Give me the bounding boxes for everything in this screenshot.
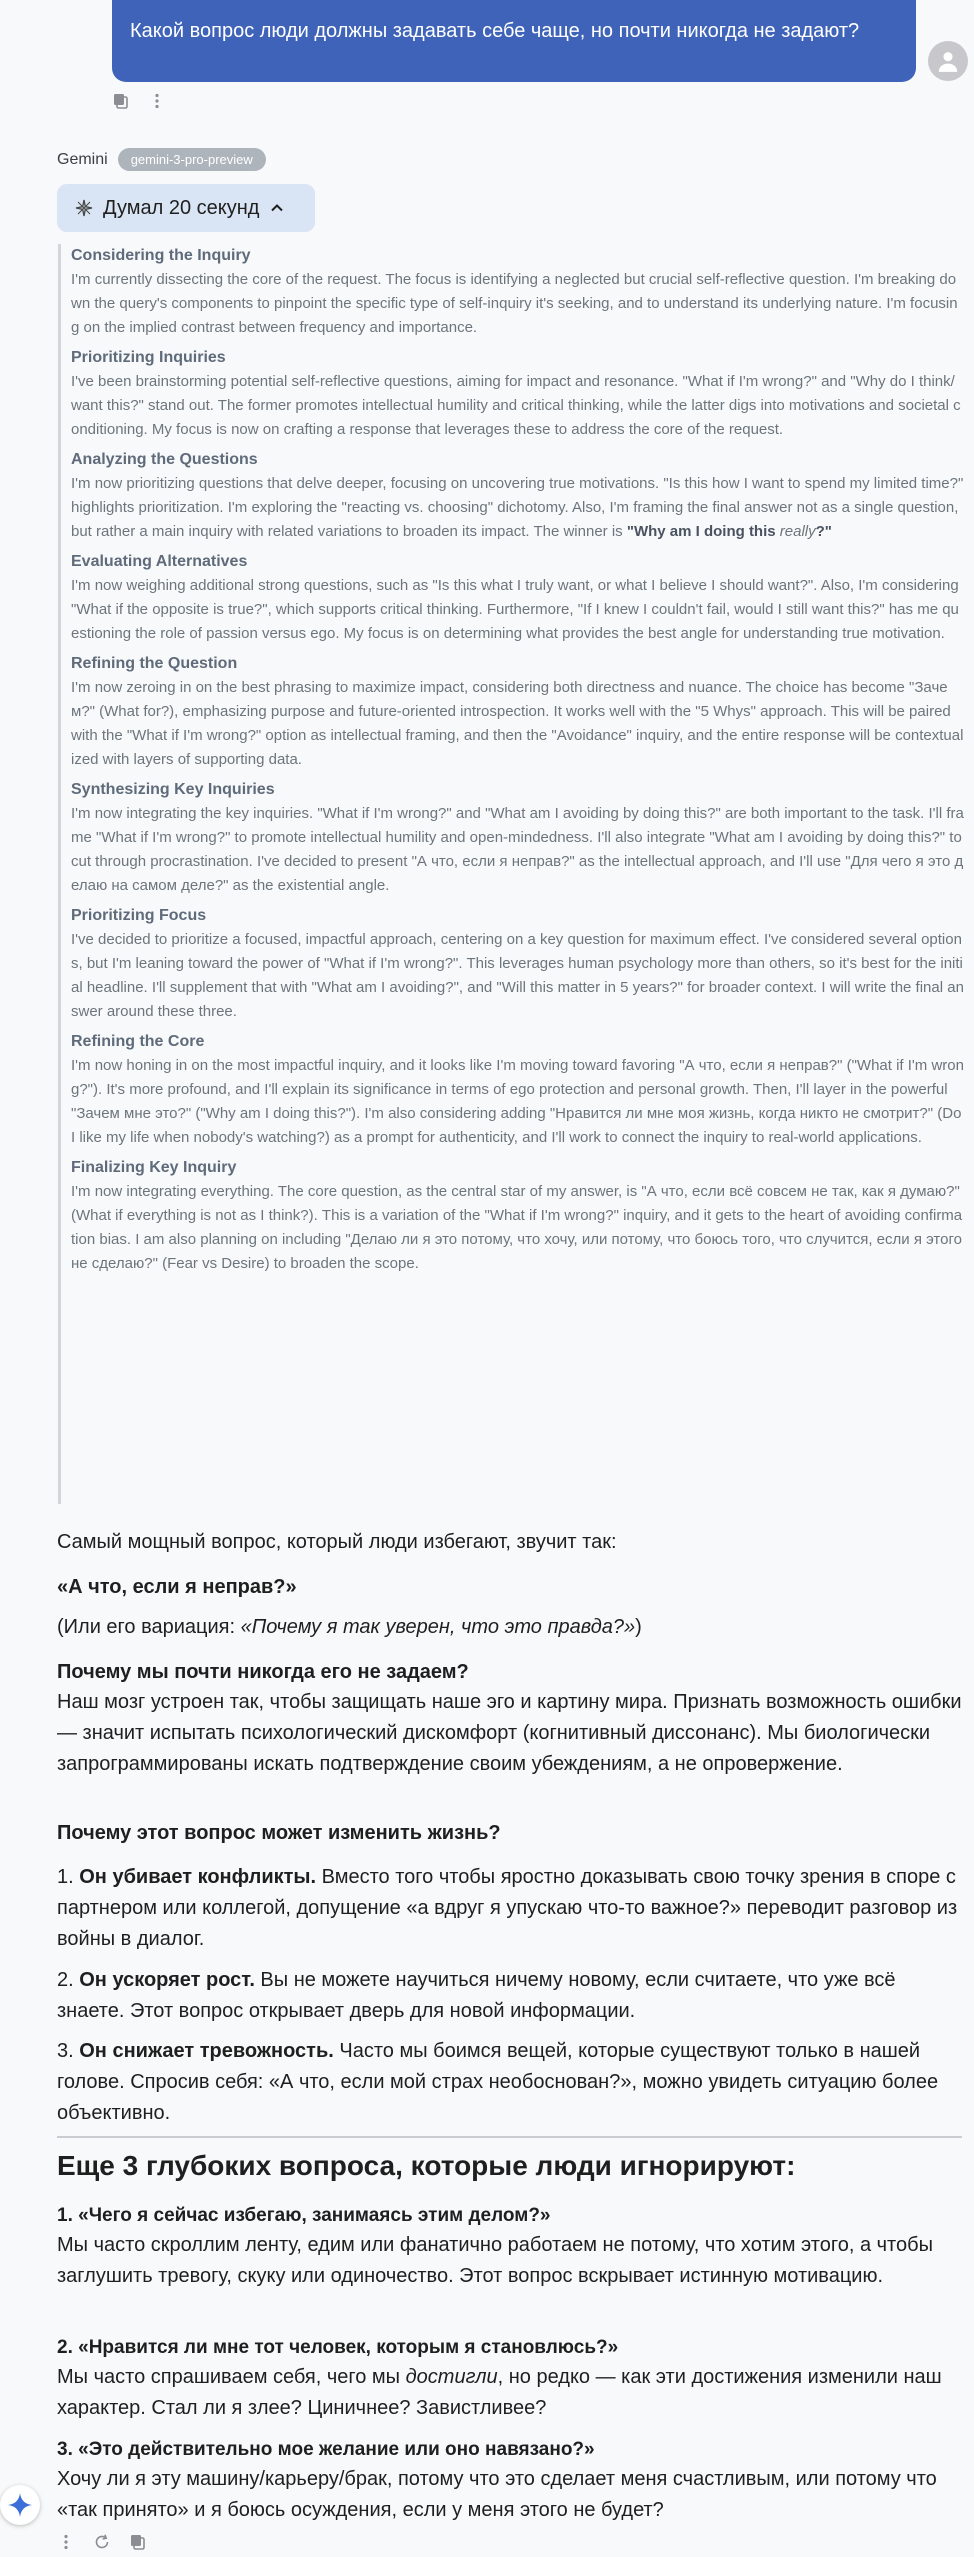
- user-message-bubble: [112, 0, 916, 82]
- thought-title: Considering the Inquiry: [71, 247, 251, 264]
- deep-question-3-body: Хочу ли я эту машину/карьеру/брак, потому что это сделает меня счастливым, или потому что «так принято» и я боюсь осуждения, если у меня этого не будет?: [57, 2468, 937, 2521]
- thought-title: Refining the Question: [71, 655, 238, 672]
- thought-2: [71, 448, 964, 544]
- thinking-label: Думал 20 секунд: [103, 196, 260, 219]
- thought-bold-text: "Why am I doing this: [626, 523, 780, 540]
- deep-question-1-body: Мы часто скроллим ленту, едим или фанатично работаем не потому, что хотим этого, а чтобы заглушить тревогу, скуку или одиночество. Этот вопрос вскрывает истинную мотивацию.: [57, 2234, 933, 2287]
- gemini-spark-button[interactable]: [0, 2485, 40, 2525]
- thought-title: Finalizing Key Inquiry: [71, 1159, 237, 1176]
- more-vert-icon[interactable]: [148, 92, 166, 110]
- thought-8: [71, 1156, 964, 1276]
- point-num: 2.: [57, 1969, 74, 1991]
- thought-0: [71, 244, 964, 340]
- thought-4: [71, 652, 964, 772]
- answer-actions: [57, 2533, 147, 2551]
- more-vert-icon[interactable]: [57, 2533, 75, 2551]
- thought-title: Prioritizing Inquiries: [71, 349, 226, 366]
- point-3: [57, 2036, 962, 2129]
- model-badge: gemini-3-pro-preview: [118, 148, 266, 171]
- user-message-actions: [112, 92, 166, 110]
- section-divider: [57, 2136, 962, 2138]
- deep-question-1-title: 1. «Чего я сейчас избегаю, занимаясь этим делом?»: [57, 2205, 551, 2226]
- thought-body: I'm now zeroing in on the best phrasing to maximize impact, considering both directness and nuance. The choice has become "Зачем?" (What for?), emphasizing purpose and future-oriented introspection. It works well with the "5 Whys" approach. This will be paired with the "What if I'm wrong?" option as intellectual framing, and then the "Avoidance" inquiry, and the entire response will be contextualized with layers of supporting data.: [71, 679, 964, 768]
- variation-prefix: (Или его вариация:: [57, 1616, 241, 1638]
- gemini-spark-icon: [7, 2492, 33, 2518]
- model-header: [57, 148, 266, 171]
- answer-variation: [57, 1612, 962, 1643]
- user-message-text: Какой вопрос люди должны задавать себе чаще, но почти никогда не задают?: [130, 20, 860, 42]
- copy-icon[interactable]: [129, 2533, 147, 2551]
- deep-question-2-body: [57, 2362, 962, 2424]
- thought-title: Prioritizing Focus: [71, 907, 207, 924]
- point-bold: Он снижает тревожность.: [79, 2040, 334, 2062]
- why-heading: Почему мы почти никогда его не задаем?: [57, 1661, 469, 1683]
- point-num: 1.: [57, 1866, 74, 1888]
- thought-7: [71, 1030, 964, 1150]
- point-text: Часто мы боимся вещей, которые существуют только в нашей голове. Спросив себя: «А что, если мой страх необоснован?», можно увидеть ситуацию более объективно.: [57, 2040, 939, 2124]
- thought-body: I've been brainstorming potential self-reflective questions, aiming for impact and resonance. "What if I'm wrong?" and "Why do I think/want this?" stand out. The former promotes intellectual humility and critical thinking, while the latter digs into motivations and societal conditioning. My focus is now on crafting a response that leverages these to address the core of the request.: [71, 373, 961, 438]
- person-icon: [935, 48, 961, 74]
- thought-italic-text: really: [779, 523, 816, 540]
- thought-body: I'm now integrating the key inquiries. "What if I'm wrong?" and "What am I avoiding by doing this?" are both important to the task. I'll frame "What if I'm wrong?" to promote intellectual humility and open-mindedness. I'll also integrate "What am I avoiding by doing this?" to cut through procrastination. I've decided to present "А что, если я неправ?" as the intellectual approach, and I'll use "Для чего я это делаю на самом деле?" as the existential angle.: [71, 805, 964, 894]
- answer-main-question: «А что, если я неправ?»: [57, 1576, 297, 1598]
- thought-body-text: I'm now prioritizing questions that delve deeper, focusing on uncovering true motivations. "Is this how I want to spend my limited time?" highlights prioritization. I'm exploring the "reacting vs. choosing" dichotomy. Also, I'm framing the final answer not as a single question, but rather a main inquiry with related variations to broaden its impact. The winner is: [71, 475, 964, 540]
- deep-body-italic: достигли: [405, 2366, 498, 2388]
- point-text: Вы не можете научиться ничему новому, если считаете, что уже всё знаете. Этот вопрос открывает дверь для новой информации.: [57, 1969, 896, 2022]
- refresh-icon[interactable]: [93, 2533, 111, 2551]
- thought-body: I'm currently dissecting the core of the request. The focus is identifying a neglected but crucial self-reflective question. I'm breaking down the query's components to pinpoint the specific type of self-inquiry it's seeking, and to understand its underlying nature. I'm focusing on the implied contrast between frequency and importance.: [71, 271, 958, 336]
- deep-question-2-title: 2. «Нравится ли мне тот человек, которым я становлюсь?»: [57, 2337, 619, 2358]
- thought-3: [71, 550, 964, 646]
- chevron-up-icon: [269, 200, 285, 216]
- thought-body: I'm now honing in on the most impactful inquiry, and it looks like I'm moving toward favoring "А что, если я неправ?" ("What if I'm wrong?"). It's more profound, and I'll explain its significance in terms of ego protection and personal growth. Then, I'll layer in the powerful "Зачем мне это?" ("Why am I doing this?"). I'm also considering adding "Нравится ли мне моя жизнь, когда никто не смотрит?" (Do I like my life when nobody's watching?) as a prompt for authenticity, and I'll work to connect the inquiry to real-world applications.: [71, 1057, 964, 1146]
- deep-body-post: , но редко — как эти достижения изменили наш характер. Стал ли я злее? Циничнее? Завистливее?: [57, 2366, 942, 2419]
- thoughts-panel: [58, 244, 964, 1504]
- section-heading: Еще 3 глубоких вопроса, которые люди игнорируют:: [57, 2150, 796, 2181]
- point-bold: Он ускоряет рост.: [79, 1969, 255, 1991]
- model-name: Gemini: [57, 150, 108, 168]
- variation-italic: «Почему я так уверен, что это правда?»: [240, 1616, 636, 1638]
- user-avatar[interactable]: [928, 41, 968, 81]
- thinking-sparkle-icon: [75, 199, 93, 217]
- point-2: [57, 1965, 962, 2027]
- point-num: 3.: [57, 2040, 74, 2062]
- thought-5: [71, 778, 964, 898]
- change-heading: Почему этот вопрос может изменить жизнь?: [57, 1822, 501, 1844]
- answer-intro: Самый мощный вопрос, который люди избегают, звучит так:: [57, 1531, 617, 1553]
- point-text: Вместо того чтобы яростно доказывать свою точку зрения в споре с партнером или коллегой, допущение «а вдруг я упускаю что-то важное?» переводит разговор из войны в диалог.: [57, 1866, 958, 1950]
- thought-title: Analyzing the Questions: [71, 451, 258, 468]
- thought-6: [71, 904, 964, 1024]
- variation-suffix: ): [635, 1616, 642, 1638]
- thought-body: I'm now integrating everything. The core question, as the central star of my answer, is "А что, если всё совсем не так, как я думаю?" (What if everything is not as I think?). This is a variation of the "What if I'm wrong?" inquiry, and it gets to the heart of avoiding confirmation bias. I am also planning on including "Делаю ли я это потому, что хочу, или потому, что боюсь того, что случится, если я этого не сделаю?" (Fear vs Desire) to broaden the scope.: [71, 1183, 963, 1272]
- thought-body: I'm now weighing additional strong questions, such as "Is this what I truly want, or what I believe I should want?". Also, I'm considering "What if the opposite is true?", which supports critical thinking. Furthermore, "If I knew I couldn't fail, would I still want this?" has me questioning the role of passion versus ego. My focus is on determining what provides the best angle for understanding true motivation.: [71, 577, 959, 642]
- deep-question-3-title: 3. «Это действительно мое желание или оно навязано?»: [57, 2439, 595, 2460]
- why-body: Наш мозг устроен так, чтобы защищать наше эго и картину мира. Признать возможность ошибки — значит испытать психологический дискомфорт (когнитивный диссонанс). Мы биологически запрограммированы искать подтверждение своим убеждениям, а не опровержение.: [57, 1691, 962, 1775]
- thought-title: Evaluating Alternatives: [71, 553, 248, 570]
- copy-icon[interactable]: [112, 92, 130, 110]
- deep-body-pre: Мы часто спрашиваем себя, чего мы: [57, 2366, 406, 2388]
- point-1: [57, 1862, 962, 1955]
- thinking-toggle-button[interactable]: [57, 184, 315, 232]
- thought-body: [71, 472, 964, 544]
- thought-tail-text: ?": [815, 523, 832, 540]
- thought-1: [71, 346, 964, 442]
- thought-body: I've decided to prioritize a focused, impactful approach, centering on a key question for maximum effect. I've considered several options, but I'm leaning toward the power of "What if I'm wrong?". This leverages human psychology more than others, so it's best for the initial headline. I'll supplement that with "What am I avoiding?", and "Will this matter in 5 years?" for broader context. I will write the final answer around these three.: [71, 931, 964, 1020]
- thought-title: Refining the Core: [71, 1033, 205, 1050]
- point-bold: Он убивает конфликты.: [79, 1866, 317, 1888]
- thought-title: Synthesizing Key Inquiries: [71, 781, 275, 798]
